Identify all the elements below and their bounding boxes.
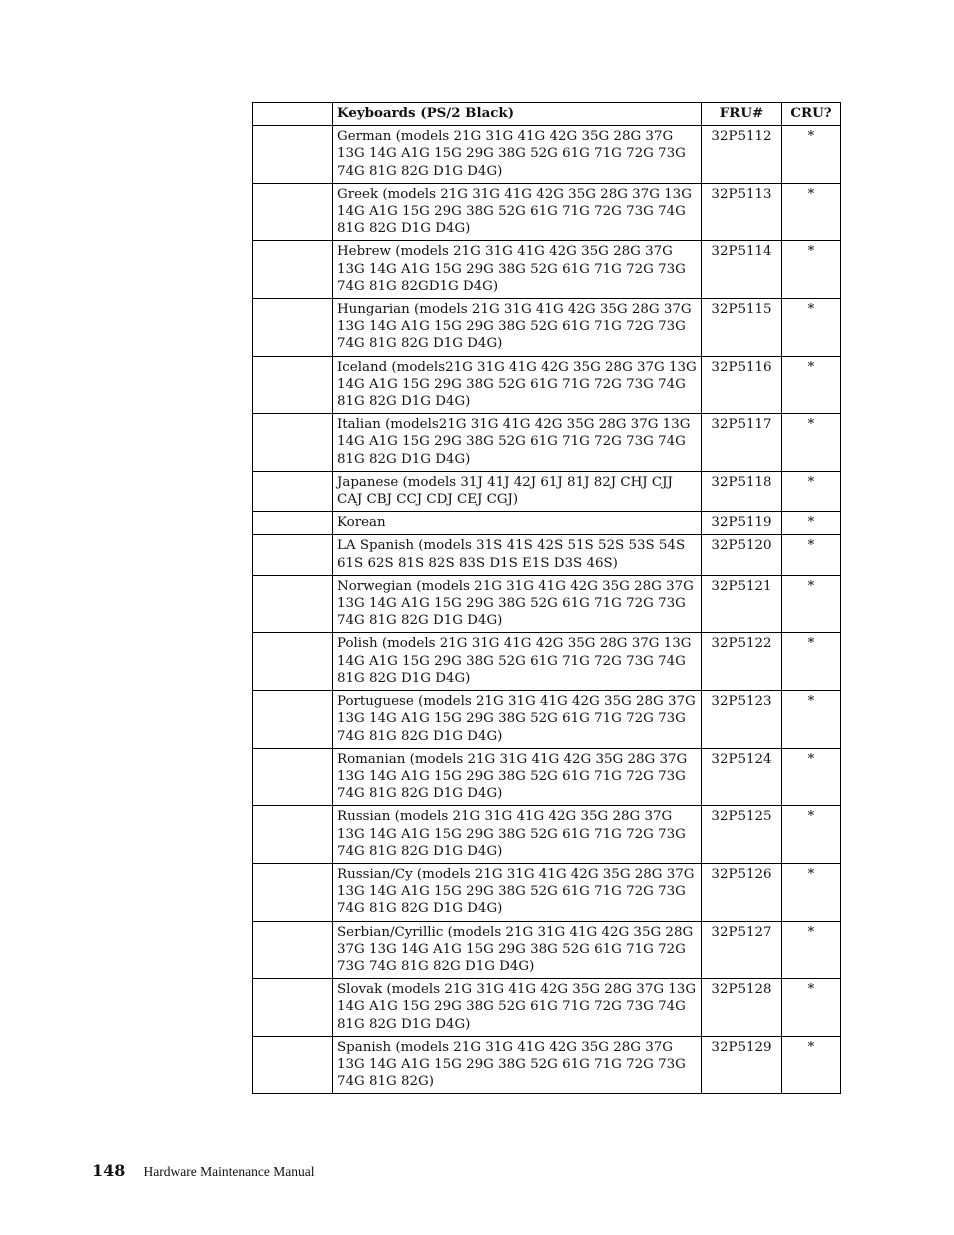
fru-cell: 32P5127 [702,921,782,979]
fru-cell: 32P5121 [702,575,782,633]
table-row [253,241,841,299]
fru-cell: 32P5122 [702,633,782,691]
description-cell: Greek (models 21G 31G 41G 42G 35G 28G 37G 13G 14G A1G 15G 29G 38G 52G 61G 71G 72G 73G 74G 81G 82G D1G D4G) [333,183,702,241]
index-cell [253,241,333,299]
table-row [253,1036,841,1094]
fru-cell: 32P5116 [702,356,782,414]
description-cell: Japanese (models 31J 41J 42J 61J 81J 82J CHJ CJJ CAJ CBJ CCJ CDJ CEJ CGJ) [333,471,702,511]
fru-cell: 32P5123 [702,691,782,749]
cru-cell: * [782,633,841,691]
table-row [253,575,841,633]
fru-cell: 32P5126 [702,863,782,921]
description-cell: Russian/Cy (models 21G 31G 41G 42G 35G 28G 37G 13G 14G A1G 15G 29G 38G 52G 61G 71G 72G 73G 74G 81G 82G D1G D4G) [333,863,702,921]
index-cell [253,356,333,414]
table-row [253,748,841,806]
description-cell: Slovak (models 21G 31G 41G 42G 35G 28G 37G 13G 14G A1G 15G 29G 38G 52G 61G 71G 72G 73G 74G 81G 82G D1G D4G) [333,979,702,1037]
index-cell [253,633,333,691]
description-cell: Iceland (models21G 31G 41G 42G 35G 28G 37G 13G 14G A1G 15G 29G 38G 52G 61G 71G 72G 73G 74G 81G 82G D1G D4G) [333,356,702,414]
index-cell [253,979,333,1037]
description-cell: Russian (models 21G 31G 41G 42G 35G 28G 37G 13G 14G A1G 15G 29G 38G 52G 61G 71G 72G 73G 74G 81G 82G D1G D4G) [333,806,702,864]
header-fru: FRU# [702,103,782,126]
table-header-row [253,103,841,126]
table-row [253,863,841,921]
cru-cell: * [782,299,841,357]
table-row [253,921,841,979]
index-cell [253,921,333,979]
index-cell [253,126,333,184]
description-cell: Hebrew (models 21G 31G 41G 42G 35G 28G 37G 13G 14G A1G 15G 29G 38G 52G 61G 71G 72G 73G 74G 81G 82GD1G D4G) [333,241,702,299]
cru-cell: * [782,356,841,414]
description-cell: German (models 21G 31G 41G 42G 35G 28G 37G 13G 14G A1G 15G 29G 38G 52G 61G 71G 72G 73G 74G 81G 82G D1G D4G) [333,126,702,184]
fru-cell: 32P5128 [702,979,782,1037]
description-cell: Korean [333,512,702,535]
cru-cell: * [782,979,841,1037]
fru-cell: 32P5113 [702,183,782,241]
fru-cell: 32P5120 [702,535,782,575]
table-row [253,806,841,864]
description-cell: Spanish (models 21G 31G 41G 42G 35G 28G 37G 13G 14G A1G 15G 29G 38G 52G 61G 71G 72G 73G 74G 81G 82G) [333,1036,702,1094]
description-cell: Polish (models 21G 31G 41G 42G 35G 28G 37G 13G 14G A1G 15G 29G 38G 52G 61G 71G 72G 73G 74G 81G 82G D1G D4G) [333,633,702,691]
fru-cell: 32P5129 [702,1036,782,1094]
cru-cell: * [782,414,841,472]
fru-cell: 32P5117 [702,414,782,472]
index-cell [253,806,333,864]
fru-cell: 32P5118 [702,471,782,511]
table-row [253,512,841,535]
index-cell [253,1036,333,1094]
header-keyboards: Keyboards (PS/2 Black) [333,103,702,126]
cru-cell: * [782,748,841,806]
table-row [253,299,841,357]
table-row [253,471,841,511]
index-cell [253,471,333,511]
header-cru: CRU? [782,103,841,126]
fru-table [252,102,841,1094]
cru-cell: * [782,241,841,299]
cru-cell: * [782,1036,841,1094]
cru-cell: * [782,471,841,511]
table-row [253,126,841,184]
cru-cell: * [782,921,841,979]
index-cell [253,512,333,535]
index-cell [253,748,333,806]
index-cell [253,299,333,357]
cru-cell: * [782,691,841,749]
cru-cell: * [782,512,841,535]
header-index [253,103,333,126]
description-cell: Portuguese (models 21G 31G 41G 42G 35G 28G 37G 13G 14G A1G 15G 29G 38G 52G 61G 71G 72G 73G 74G 81G 82G D1G D4G) [333,691,702,749]
cru-cell: * [782,183,841,241]
table-row [253,356,841,414]
description-cell: Hungarian (models 21G 31G 41G 42G 35G 28G 37G 13G 14G A1G 15G 29G 38G 52G 61G 71G 72G 73G 74G 81G 82G D1G D4G) [333,299,702,357]
fru-cell: 32P5124 [702,748,782,806]
cru-cell: * [782,535,841,575]
table-row [253,633,841,691]
page-number: 148 [92,1161,126,1180]
fru-cell: 32P5115 [702,299,782,357]
table-row [253,183,841,241]
index-cell [253,691,333,749]
cru-cell: * [782,126,841,184]
description-cell: Italian (models21G 31G 41G 42G 35G 28G 37G 13G 14G A1G 15G 29G 38G 52G 61G 71G 72G 73G 74G 81G 82G D1G D4G) [333,414,702,472]
index-cell [253,414,333,472]
table-row [253,979,841,1037]
fru-cell: 32P5112 [702,126,782,184]
table-body [253,126,841,1094]
manual-title: Hardware Maintenance Manual [143,1164,315,1179]
index-cell [253,575,333,633]
cru-cell: * [782,863,841,921]
table-row [253,691,841,749]
fru-cell: 32P5119 [702,512,782,535]
cru-cell: * [782,806,841,864]
index-cell [253,183,333,241]
description-cell: Norwegian (models 21G 31G 41G 42G 35G 28G 37G 13G 14G A1G 15G 29G 38G 52G 61G 71G 72G 73G 74G 81G 82G D1G D4G) [333,575,702,633]
page-footer [92,1161,314,1180]
table-row [253,414,841,472]
index-cell [253,535,333,575]
fru-cell: 32P5125 [702,806,782,864]
description-cell: LA Spanish (models 31S 41S 42S 51S 52S 53S 54S 61S 62S 81S 82S 83S D1S E1S D3S 46S) [333,535,702,575]
table-row [253,535,841,575]
fru-cell: 32P5114 [702,241,782,299]
description-cell: Romanian (models 21G 31G 41G 42G 35G 28G 37G 13G 14G A1G 15G 29G 38G 52G 61G 71G 72G 73G 74G 81G 82G D1G D4G) [333,748,702,806]
cru-cell: * [782,575,841,633]
description-cell: Serbian/Cyrillic (models 21G 31G 41G 42G 35G 28G 37G 13G 14G A1G 15G 29G 38G 52G 61G 71G 72G 73G 74G 81G 82G D1G D4G) [333,921,702,979]
index-cell [253,863,333,921]
